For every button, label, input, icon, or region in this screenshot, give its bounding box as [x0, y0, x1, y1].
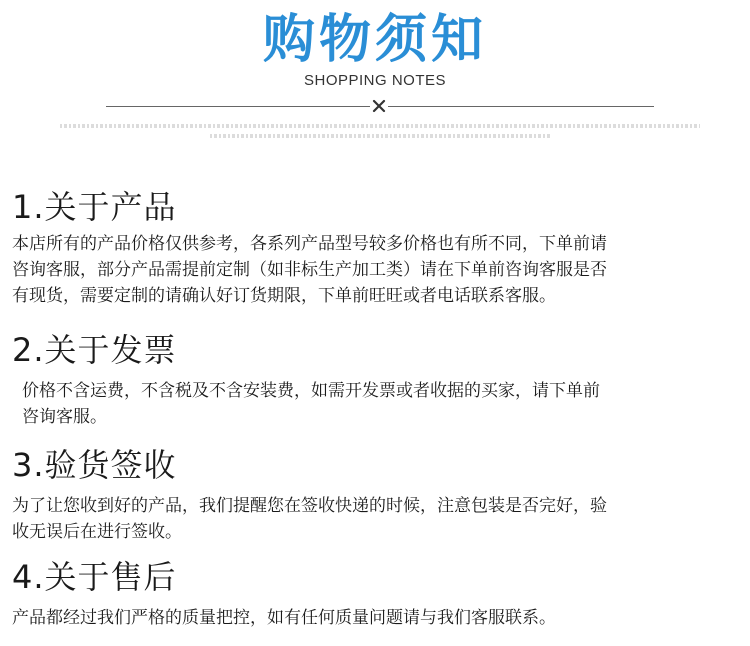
- section-line: 价格不含运费，不含税及不含安装费，如需开发票或者收据的买家，请下单前: [22, 381, 600, 401]
- section-heading: 4.关于售后: [12, 558, 177, 596]
- decorative-fine-line: [210, 134, 550, 138]
- section-after-sales: [12, 557, 742, 631]
- section-line: 咨询客服。: [22, 407, 107, 427]
- section-line: 本店所有的产品价格仅供参考，各系列产品型号较多价格也有所不同，下单前请: [12, 234, 607, 254]
- x-mark-icon: [370, 97, 388, 115]
- section-heading: 2.关于发票: [12, 331, 177, 369]
- divider-right: [388, 106, 654, 107]
- section-about-product: [12, 187, 742, 309]
- section-line: 咨询客服，部分产品需提前定制（如非标生产加工类）请在下单前咨询客服是否: [12, 260, 607, 280]
- section-line: 为了让您收到好的产品，我们提醒您在签收快递的时候，注意包装是否完好，验: [12, 496, 607, 516]
- section-line: 有现货，需要定制的请确认好订货期限，下单前旺旺或者电话联系客服。: [12, 286, 556, 306]
- divider-left: [106, 106, 370, 107]
- section-inspection-signoff: [12, 445, 742, 545]
- page-subtitle: SHOPPING NOTES: [303, 72, 447, 89]
- section-about-invoice: [12, 330, 742, 430]
- section-heading: 3.验货签收: [12, 446, 177, 484]
- page-title: 购物须知: [262, 10, 487, 70]
- section-line: 产品都经过我们严格的质量把控，如有任何质量问题请与我们客服联系。: [12, 608, 556, 628]
- section-heading: 1.关于产品: [12, 188, 177, 226]
- decorative-fine-line: [60, 124, 700, 128]
- section-line: 收无误后在进行签收。: [12, 522, 182, 542]
